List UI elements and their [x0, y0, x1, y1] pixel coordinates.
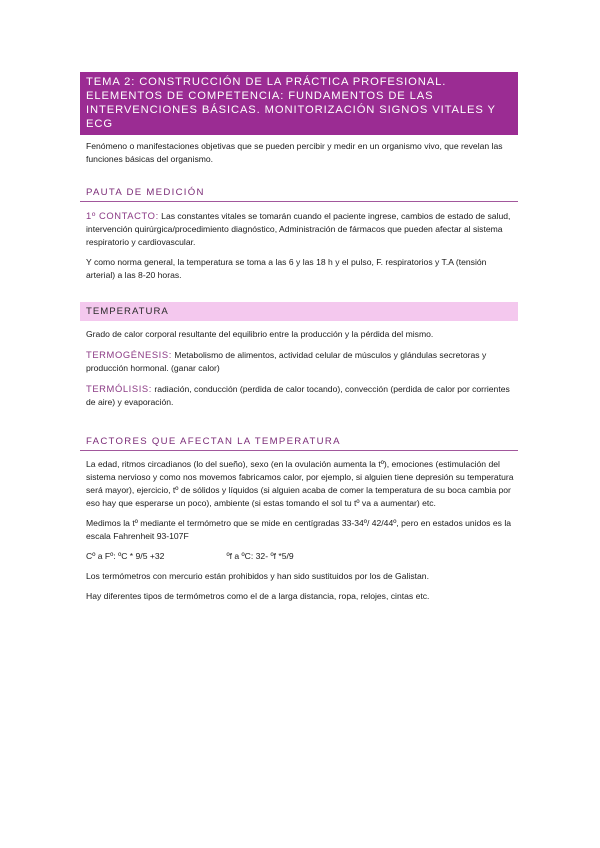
formula-c-to-f: Cº a Fº: ºC * 9/5 +32 [86, 551, 165, 561]
document-title: TEMA 2: CONSTRUCCIÓN DE LA PRÁCTICA PROFESIONAL. ELEMENTOS DE COMPETENCIA: FUNDAMENTOS DE LAS INTERVENCIONES BÁSICAS. MONITORIZACIÓN SIGNOS VITALES Y ECG [80, 72, 518, 135]
factores-paragraph-3: Los termómetros con mercurio están prohibidos y han sido sustituidos por los de Galistan. [86, 571, 429, 581]
termolisis-text: radiación, conducción (perdida de calor tocando), convección (perdida de calor por corrientes de aire) y evaporación. [86, 384, 510, 407]
termogenesis-text: Metabolismo de alimentos, actividad celular de músculos y glándulas secretoras y producción hormonal. (ganar calor) [86, 350, 487, 373]
factores-paragraph-2: Medimos la tº mediante el termómetro que se mide en centígradas 33-34º/ 42/44º, pero en estados unidos es la escala Fahrenheit 93-107F [86, 518, 512, 541]
formula-f-to-c: ºf a ºC: 32- ºf *5/9 [226, 551, 294, 561]
term-primer-contacto: 1º CONTACTO: [86, 210, 159, 221]
temperatura-definition: Grado de calor corporal resultante del equilibrio entre la producción y la pérdida del mismo. [86, 329, 434, 339]
factores-paragraph-1: La edad, ritmos circadianos (lo del sueño), sexo (en la ovulación aumenta la tº), emociones (estimulación del sistema nervioso y como nos movemos fabricamos calor, por ejemplo, si alguien tiene depresión su temperatura será mayor), ejercicio, tº de sólidos y líquidos (si alguien acaba de comer la temperatura de su boca cambia por eso hay que esperarse un poco), ambiente (si estas tomando el sol tu tº va a aumentar) etc. [86, 459, 514, 508]
intro-paragraph: Fenómeno o manifestaciones objetivas que se pueden percibir y medir en un organismo vivo, que revelan las funciones básicas del organismo. [86, 141, 503, 164]
section-heading-temperatura: TEMPERATURA [80, 302, 518, 321]
termogenesis-paragraph [86, 348, 514, 375]
document-page [80, 72, 518, 603]
pauta-text: Las constantes vitales se tomarán cuando el paciente ingrese, cambios de estado de salud, intervención quirúrgica/procedimiento diagnóstico, Administración de fármacos que pueden afectar al sistema respiratorio y cardiovascular. [86, 211, 511, 247]
termolisis-paragraph [86, 382, 514, 409]
term-termolisis: TERMÓLISIS: [86, 383, 152, 394]
pauta-paragraph [86, 209, 514, 249]
pauta-paragraph-2: Y como norma general, la temperatura se toma a las 6 y las 18 h y el pulso, F. respiratorios y T.A (tensión arterial) a las 8-20 horas. [86, 257, 487, 280]
conversion-formulas [86, 550, 514, 563]
term-termogenesis: TERMOGÉNESIS: [86, 349, 172, 360]
factores-paragraph-4: Hay diferentes tipos de termómetros como el de a larga distancia, ropa, relojes, cintas etc. [86, 591, 430, 601]
section-heading-pauta: PAUTA DE MEDICIÓN [80, 184, 518, 202]
section-heading-factores: FACTORES QUE AFECTAN LA TEMPERATURA [80, 433, 518, 451]
